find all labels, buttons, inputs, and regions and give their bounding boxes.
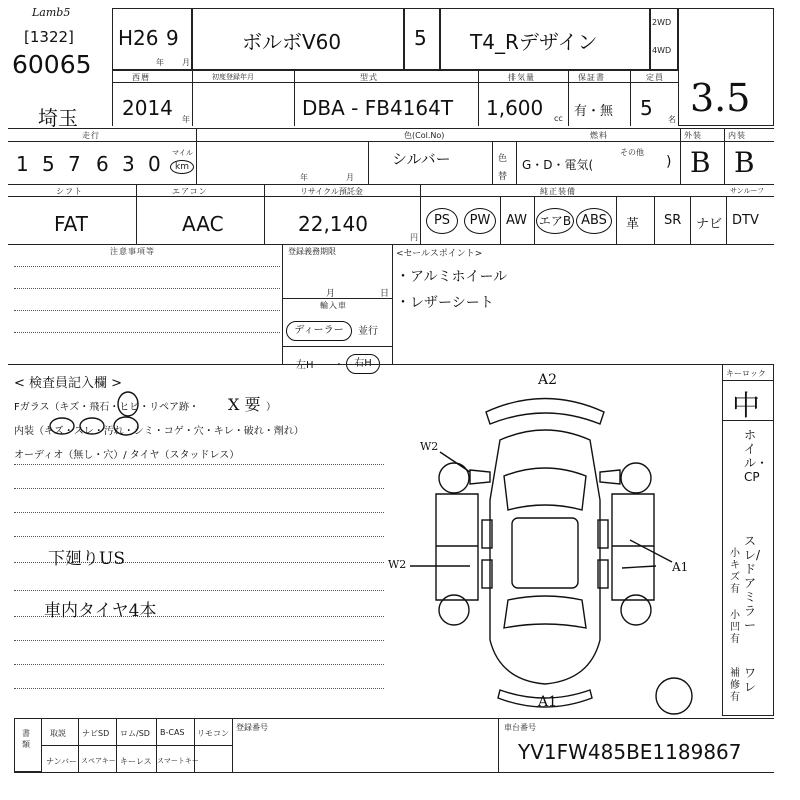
hand-dot: ・ (334, 360, 344, 371)
yen: 円 (410, 233, 419, 242)
parallel: 並行 (358, 326, 378, 337)
label-equipment: 純正装備 (540, 187, 576, 196)
mark-rear: A1 (538, 694, 558, 710)
displacement-unit: cc (554, 114, 563, 123)
chassis-number: YV1FW485BE1189867 (518, 740, 742, 764)
side-text-2: スレ/ドアミラー (744, 534, 761, 632)
label-import: 輸入車 (320, 301, 347, 310)
sales-point-2: ・レザーシート (396, 295, 494, 311)
label-color: 色(Col.No) (404, 131, 445, 140)
label-mileage: 走行 (82, 131, 100, 140)
label-smart: スマートキー (157, 757, 199, 765)
label-caution: 注意事項等 (110, 247, 155, 256)
label-first-reg: 初度登録年月 (212, 73, 254, 81)
reg-month: 月 (326, 289, 337, 299)
lot-code: [1322] (24, 28, 74, 46)
label-year: 西暦 (132, 73, 150, 82)
displacement: 1,600 (486, 96, 544, 120)
inspector-title: < 検査員記入欄 > (14, 376, 123, 391)
shift: FAT (54, 212, 89, 236)
label-shift: シフト (56, 187, 83, 196)
interior-grade: B (734, 146, 755, 179)
footer-top (14, 718, 774, 719)
warranty: 有・無 (574, 104, 614, 119)
label-capacity: 定員 (646, 73, 664, 82)
equip-aw: AW (506, 213, 528, 228)
year: 2014 (122, 96, 173, 120)
footer-v6 (498, 718, 499, 772)
capacity-unit: 名 (668, 115, 677, 124)
equip-dtv: DTV (732, 213, 759, 228)
logo: Lamb5 (32, 6, 71, 19)
mileage-5: 3 (122, 152, 135, 176)
mark-left-front: W2 (420, 440, 439, 453)
label-registration: 登録義務期限 (288, 247, 336, 256)
mileage-2: 5 (42, 152, 55, 176)
date-month-unit: 月 (346, 173, 355, 182)
footer-v2 (116, 718, 117, 772)
date-year-unit: 年 (300, 173, 309, 182)
label-keyless: キーレス (120, 757, 152, 766)
label-chassis: 車台番号 (504, 723, 536, 732)
label-rom-sd: ロム/SD (120, 729, 150, 738)
equip-ps-circle: PS (426, 208, 458, 234)
footer-v1 (78, 718, 79, 772)
inspector-note-1: 下廻りUS (48, 549, 125, 569)
equip-sr: SR (664, 213, 682, 228)
fuel-close: ) (666, 154, 672, 170)
left-hand: 左H (296, 360, 314, 371)
label-number: ナンバー (46, 757, 78, 766)
dealer-circle: ディーラー (286, 321, 352, 341)
mark-front: A2 (538, 372, 558, 388)
recycle-fee: 22,140 (298, 212, 368, 236)
label-reg-number: 登録番号 (236, 723, 268, 732)
color: シルバー (392, 150, 451, 168)
first-reg-era: H26 (118, 26, 159, 50)
prefecture: 埼玉 (38, 106, 78, 130)
mark-right: A1 (672, 560, 689, 574)
sales-points-label: <セールスポイント> (396, 249, 483, 259)
inspector-line3: オーディオ（無し・穴）/ タイヤ（スタッドレス） (14, 450, 240, 461)
side-small-1: 小キズ有 (730, 548, 740, 595)
mileage-1: 1 (16, 152, 29, 176)
label-aircon: エアコン (172, 187, 208, 196)
exterior-grade: B (690, 146, 711, 179)
equip-airbag-circle: エアB (536, 208, 574, 234)
inspector-line1: Fガラス（キズ・飛石・ヒビ・リペア跡・ (14, 402, 200, 413)
sales-point-1: ・アルミホイール (396, 269, 508, 285)
fuel-other: その他 (620, 148, 644, 157)
label-model: 型式 (360, 73, 378, 82)
mileage-unit-mile: マイル (172, 149, 193, 157)
car-name: ボルボV60 (242, 30, 342, 54)
color-change: 色替 (498, 154, 509, 182)
right-hand-circle: 右H (346, 354, 380, 374)
label-exterior: 外装 (684, 131, 702, 140)
footer-v5 (232, 718, 233, 772)
score: 3.5 (690, 76, 751, 120)
label-warranty: 保証書 (578, 73, 605, 82)
model-code: DBA - FB4164T (302, 96, 454, 120)
drive-2wd: 2WD (652, 18, 672, 27)
inspector-note-2: 車内タイヤ4本 (44, 601, 157, 621)
doors: 5 (414, 26, 427, 50)
footer-mid (42, 745, 232, 746)
inspector-line2: 内装（キズ・スレ・汚れ・シミ・コゲ・穴・キレ・破れ・劑れ） (14, 426, 304, 437)
inspector-line1-close: ） (266, 402, 276, 413)
mileage-6: 0 (148, 152, 161, 176)
year-unit: 年 (156, 58, 165, 67)
aircon: AAC (182, 212, 224, 236)
side-text-3: ワレ (744, 666, 757, 694)
label-displacement: 排気量 (508, 73, 535, 82)
capacity: 5 (640, 96, 653, 120)
year-unit-2: 年 (182, 115, 191, 124)
label-navi-sd: ナビSD (82, 729, 110, 738)
label-handbook: 取説 (50, 729, 66, 738)
mileage-4: 6 (96, 152, 109, 176)
inspector-line1-mark: X 要 (228, 395, 261, 414)
label-docs: 書類 (22, 729, 31, 749)
side-text: ホイル・CP (744, 428, 769, 484)
footer-bottom (14, 772, 774, 773)
first-reg-month: 9 (166, 26, 179, 50)
label-spare: スペアキー (81, 757, 116, 765)
keylock-mark: 中 (732, 389, 761, 422)
grade: T4_Rデザイン (470, 30, 598, 54)
label-recycle: リサイクル預託金 (300, 187, 363, 196)
reg-day: 日 (380, 289, 391, 299)
side-text-4: 補修有 (730, 668, 740, 703)
label-sunroof: サンルーフ (730, 187, 765, 195)
mileage-3: 7 (68, 152, 81, 176)
km-circle: km (170, 160, 194, 174)
equip-leather: 革 (626, 217, 640, 232)
equip-navi: ナビ (696, 217, 723, 232)
label-interior: 内装 (728, 131, 746, 140)
equip-pw-circle: PW (464, 208, 496, 234)
lot-number: 60065 (12, 50, 92, 79)
mark-left-rear: W2 (388, 558, 407, 571)
label-fuel: 燃料 (590, 131, 608, 140)
fuel: G・D・電気( (522, 158, 594, 172)
equip-abs-circle: ABS (576, 208, 612, 234)
drive-4wd: 4WD (652, 46, 672, 55)
side-small-2: 小凹有 (730, 610, 740, 645)
label-bcas: B-CAS (160, 728, 185, 737)
keylock-label: キーロック (726, 369, 766, 378)
month-unit: 月 (182, 58, 191, 67)
label-remote: リモコン (197, 729, 229, 738)
